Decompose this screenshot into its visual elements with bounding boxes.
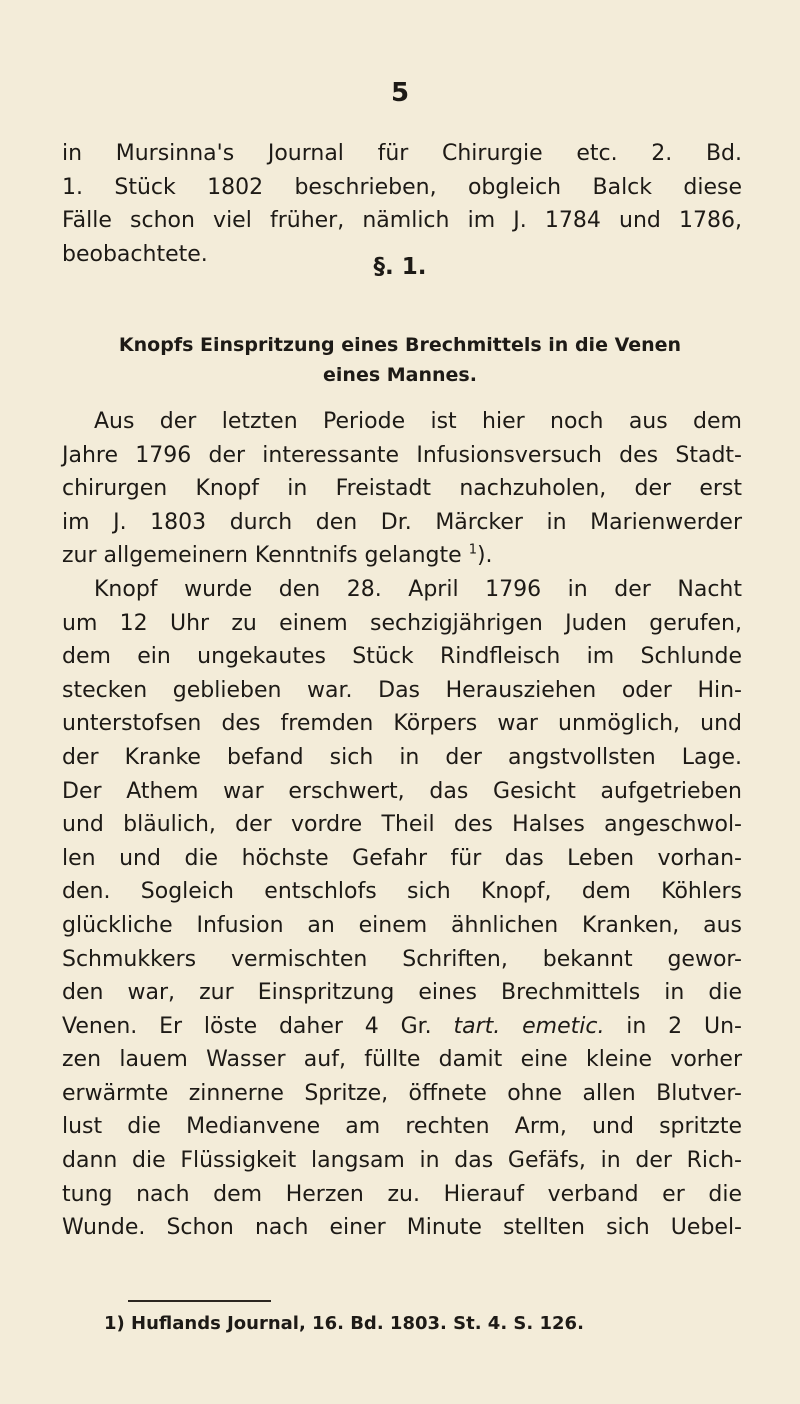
body-line-text: zur allgemeinern Kenntnifs gelangte	[62, 543, 462, 569]
body-line: und bläulich, der vordre Theil des Halses angeschwol-	[62, 812, 742, 838]
body-line: Schmukkers vermischten Schriften, bekannt gewor-	[62, 946, 742, 972]
body-line: zen lauem Wasser auf, füllte damit eine kleine vorher	[62, 1047, 742, 1073]
body-line: unterstofsen des fremden Körpers war unmöglich, und	[62, 711, 742, 737]
section-title-line: eines Mannes.	[323, 364, 477, 386]
body-line: Knopf wurde den 28. April 1796 in der Nacht	[94, 576, 742, 602]
footnote-reference[interactable]: 1	[468, 543, 477, 559]
body-line-with-footnote	[62, 539, 742, 573]
footnote: 1) Huflands Journal, 16. Bd. 1803. St. 4. S. 126.	[104, 1313, 584, 1334]
body-line: len und die höchste Gefahr für das Leben vorhan-	[62, 845, 742, 871]
body-line: Aus der letzten Periode ist hier noch aus dem	[94, 409, 742, 434]
body-line: dann die Flüssigkeit langsam in das Gefäfs, in der Rich-	[62, 1148, 742, 1174]
intro-line: 1. Stück 1802 beschrieben, obgleich Balck diese	[62, 174, 742, 200]
body-line: stecken geblieben war. Das Herausziehen oder Hin-	[62, 677, 742, 703]
body-line: dem ein ungekautes Stück Rindfleisch im Schlunde	[62, 644, 742, 670]
body-line: chirurgen Knopf in Freistadt nachzuholen, der erst	[62, 476, 742, 502]
footnote-reference-close: ).	[476, 543, 493, 569]
body-line: den. Sogleich entschlofs sich Knopf, dem Köhlers	[62, 879, 742, 905]
main-text	[62, 405, 742, 1245]
section-title-line: Knopfs Einspritzung eines Brechmittels in die Venen	[118, 334, 682, 356]
body-line: lust die Medianvene am rechten Arm, und spritzte	[62, 1114, 742, 1140]
body-line: im J. 1803 durch den Dr. Märcker in Marienwerder	[62, 509, 742, 535]
body-line: tung nach dem Herzen zu. Hierauf verband er die	[62, 1181, 742, 1207]
body-line: der Kranke befand sich in der angstvollsten Lage.	[62, 744, 742, 770]
page-number: 5	[390, 78, 410, 108]
footnote-divider	[128, 1300, 271, 1302]
body-line: glückliche Infusion an einem ähnlichen Kranken, aus	[62, 912, 742, 938]
intro-line: beobachtete.	[62, 241, 208, 267]
body-line: Wunde. Schon nach einer Minute stellten sich Uebel-	[62, 1215, 742, 1241]
body-line-tail: in 2 Un-	[626, 1013, 742, 1039]
body-line: den war, zur Einspritzung eines Brechmittels in die	[62, 980, 742, 1006]
italic-term: tart. emetic.	[453, 1013, 605, 1039]
body-line: Der Athem war erschwert, das Gesicht aufgetrieben	[62, 778, 742, 804]
intro-paragraph	[62, 137, 742, 271]
body-line: um 12 Uhr zu einem sechzigjährigen Juden gerufen,	[62, 610, 742, 636]
body-line: erwärmte zinnerne Spritze, öffnete ohne allen Blutver-	[62, 1080, 742, 1106]
intro-line: Fälle schon viel früher, nämlich im J. 1784 und 1786,	[62, 208, 742, 234]
body-line-with-italic	[62, 1010, 742, 1044]
section-title	[0, 330, 800, 390]
intro-line: in Mursinna's Journal für Chirurgie etc. 2. Bd.	[62, 141, 742, 166]
body-line-text: Venen. Er löste daher 4 Gr.	[62, 1013, 432, 1039]
section-mark: §. 1.	[373, 254, 427, 280]
body-line: Jahre 1796 der interessante Infusionsversuch des Stadt-	[62, 442, 742, 468]
